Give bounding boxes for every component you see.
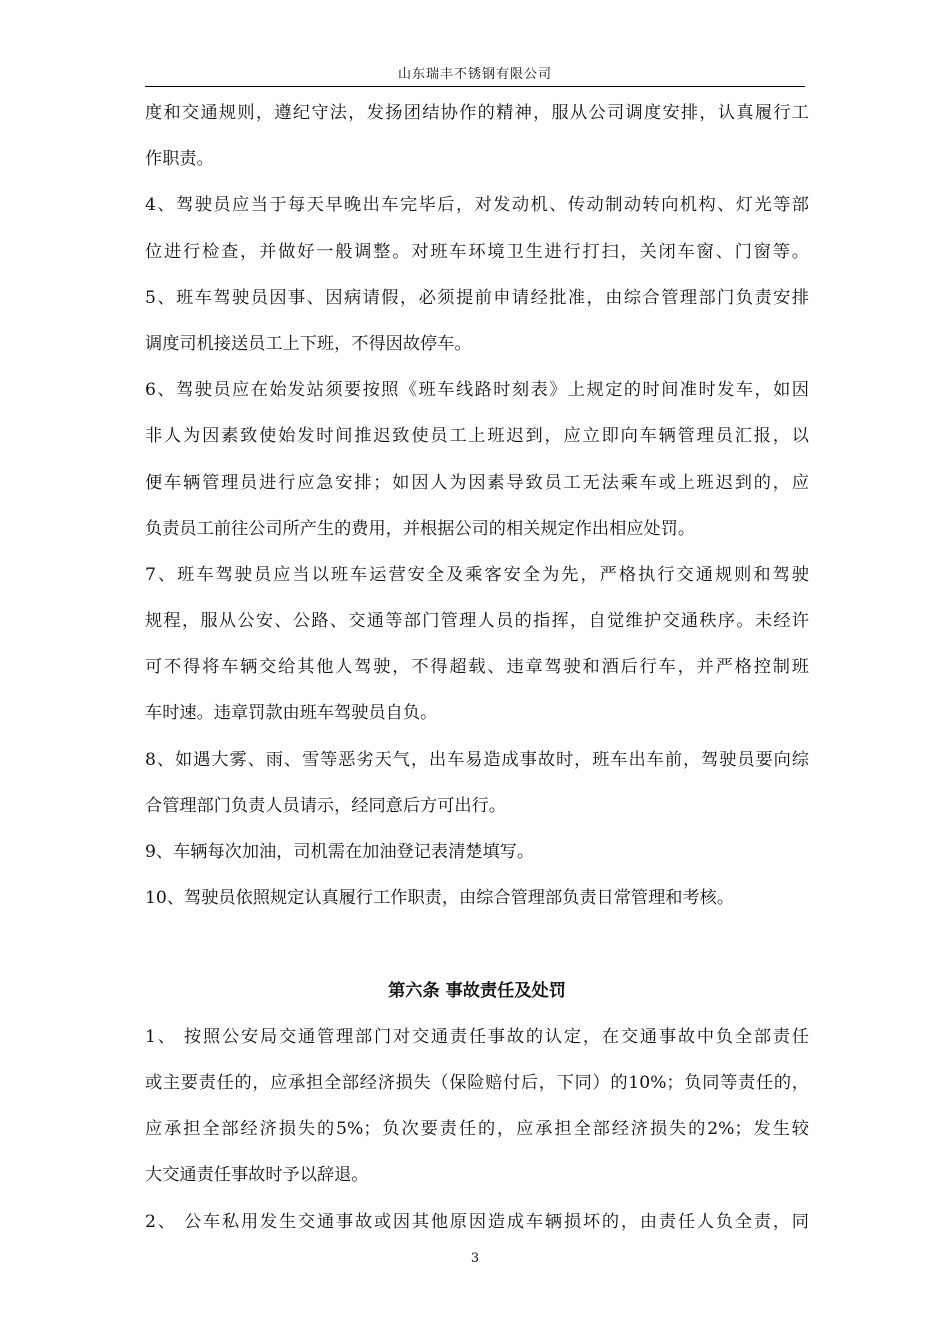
paragraph-line: 10、驾驶员依照规定认真履行工作职责，由综合管理部负责日常管理和考核。 xyxy=(145,888,735,909)
paragraph-line: 大交通责任事故时予以辞退。 xyxy=(145,1165,369,1186)
paragraph-line: 便车辆管理员进行应急安排；如因人为因素导致员工无法乘车或上班迟到的，应 xyxy=(145,472,809,493)
paragraph-line: 1、 按照公安局交通管理部门对交通责任事故的认定，在交通事故中负全部责任 xyxy=(145,1026,809,1047)
paragraph-line: 8、如遇大雾、雨、雪等恶劣天气，出车易造成事故时，班车出车前，驾驶员要向综 xyxy=(145,749,809,770)
paragraph-line: 应承担全部经济损失的5%；负次要责任的，应承担全部经济损失的2%；发生较 xyxy=(145,1119,809,1140)
paragraph-line: 规程，服从公安、公路、交通等部门管理人员的指挥，自觉维护交通秩序。未经许 xyxy=(145,611,809,632)
header-rule xyxy=(145,86,805,87)
paragraph-line: 5、班车驾驶员因事、因病请假，必须提前申请经批准，由综合管理部门负责安排 xyxy=(145,287,809,308)
paragraph-line: 9、车辆每次加油，司机需在加油登记表清楚填写。 xyxy=(145,842,535,862)
paragraph-line: 位进行检查，并做好一般调整。对班车环境卫生进行打扫，关闭车窗、门窗等。 xyxy=(145,241,809,262)
document-body xyxy=(145,90,809,1245)
paragraph-line: 合管理部门负责人员请示，经同意后方可出行。 xyxy=(145,795,506,816)
paragraph-line: 作职责。 xyxy=(145,149,214,170)
page-header-company: 山东瑞丰不锈钢有限公司 xyxy=(397,67,552,82)
paragraph-line: 或主要责任的，应承担全部经济损失（保险赔付后，下同）的10%；负同等责任的， xyxy=(145,1072,809,1093)
paragraph-line: 负责员工前往公司所产生的费用，并根据公司的相关规定作出相应处罚。 xyxy=(145,518,696,539)
page-number: 3 xyxy=(470,1251,480,1266)
paragraph-line: 4、驾驶员应当于每天早晚出车完毕后，对发动机、传动制动转向机构、灯光等部 xyxy=(145,195,809,216)
paragraph-line: 7、班车驾驶员应当以班车运营安全及乘客安全为先，严格执行交通规则和驾驶 xyxy=(145,564,809,585)
paragraph-line: 可不得将车辆交给其他人驾驶，不得超载、违章驾驶和酒后行车，并严格控制班 xyxy=(145,657,809,678)
paragraph-line: 度和交通规则，遵纪守法，发扬团结协作的精神，服从公司调度安排，认真履行工 xyxy=(145,103,809,123)
paragraph-line: 2、 公车私用发生交通事故或因其他原因造成车辆损坏的，由责任人负全责，同 xyxy=(145,1211,809,1232)
paragraph-line: 车时速。违章罚款由班车驾驶员自负。 xyxy=(145,703,438,724)
paragraph-line: 6、驾驶员应在始发站须要按照《班车线路时刻表》上规定的时间准时发车，如因 xyxy=(145,380,809,401)
paragraph-line: 非人为因素致使始发时间推迟致使员工上班迟到，应立即向车辆管理员汇报，以 xyxy=(145,426,809,447)
section-heading: 第六条 事故责任及处罚 xyxy=(388,980,566,1001)
paragraph-gap xyxy=(145,921,809,967)
paragraph-line: 调度司机接送员工上下班，不得因故停车。 xyxy=(145,333,472,354)
